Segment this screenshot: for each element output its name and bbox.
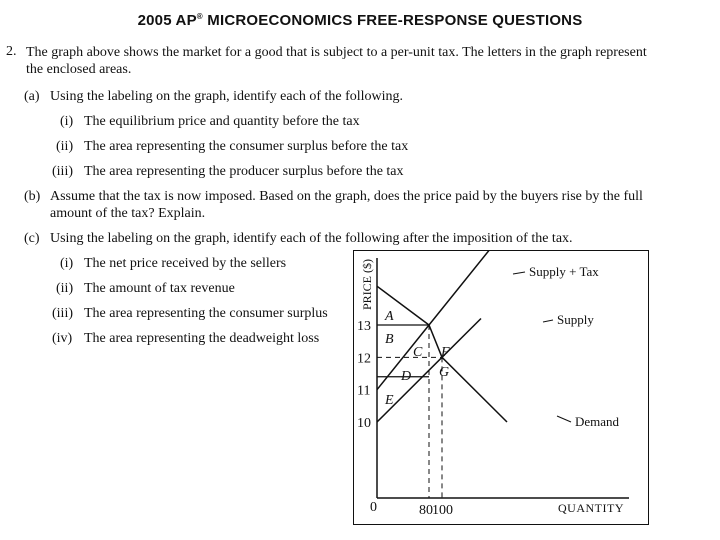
x-tick-label: 100 [432, 503, 453, 518]
part-a-label: (a) [24, 89, 40, 104]
area-label-a: A [385, 309, 394, 324]
question-number: 2. [6, 44, 17, 59]
part-c-iii-label: (iii) [52, 306, 73, 321]
page-header [0, 12, 720, 29]
part-a-iii-text: The area representing the producer surplus before the tax [84, 164, 404, 179]
area-label-b: B [385, 332, 394, 347]
series-label: Supply + Tax [529, 264, 599, 279]
y-tick-label: 11 [357, 383, 371, 399]
part-c-text: Using the labeling on the graph, identify each of the following after the imposition of the tax. [50, 231, 573, 246]
area-label-f: F [441, 345, 450, 360]
part-c-ii-text: The amount of tax revenue [84, 281, 235, 296]
x-axis-label: QUANTITY [558, 501, 624, 515]
y-tick-label: 13 [357, 319, 371, 334]
part-c-iii-text: The area representing the consumer surplus [84, 306, 328, 321]
y-tick-label: 12 [357, 351, 371, 367]
x-tick-label: 80 [419, 503, 433, 518]
supply-demand-chart [353, 250, 649, 525]
series-label: Demand [575, 414, 620, 429]
chart-frame [354, 251, 649, 525]
origin-label: 0 [370, 500, 377, 515]
part-a-iii-label: (iii) [52, 164, 73, 179]
registered-mark: ® [196, 12, 203, 21]
part-a-ii-text: The area representing the consumer surplus before the tax [84, 139, 409, 154]
part-a-i-label: (i) [60, 114, 74, 129]
question-intro-line1: The graph above shows the market for a good that is subject to a per-unit tax. The letters in the graph represent [26, 45, 647, 60]
part-a-text: Using the labeling on the graph, identify each of the following. [50, 89, 404, 104]
part-b-label: (b) [24, 189, 41, 204]
header-title-prefix: 2005 AP [137, 12, 197, 29]
part-a-ii-label: (ii) [56, 139, 74, 154]
y-tick-label: 10 [357, 416, 371, 431]
area-label-g: G [439, 365, 450, 380]
area-label-e: E [385, 393, 394, 408]
part-b-line2: amount of the tax? Explain. [50, 206, 206, 221]
question-intro-line2: the enclosed areas. [26, 62, 132, 77]
y-axis-label: PRICE ($) [360, 259, 374, 310]
chart-svg [353, 250, 649, 525]
series-label: Supply [557, 312, 594, 327]
part-c-iv-label: (iv) [52, 331, 73, 346]
part-c-label: (c) [24, 231, 40, 246]
area-label-d: D [401, 369, 412, 384]
area-label-c: C [413, 345, 423, 360]
header-title-suffix: MICROECONOMICS FREE-RESPONSE QUESTIONS [207, 12, 583, 29]
part-b-line1: Assume that the tax is now imposed. Based on the graph, does the price paid by the buyers rise by the full [50, 189, 643, 204]
part-c-iv-text: The area representing the deadweight loss [84, 331, 320, 346]
part-c-ii-label: (ii) [56, 281, 74, 296]
part-c-i-label: (i) [60, 256, 74, 271]
part-a-i-text: The equilibrium price and quantity before the tax [84, 114, 360, 129]
part-c-i-text: The net price received by the sellers [84, 256, 287, 271]
